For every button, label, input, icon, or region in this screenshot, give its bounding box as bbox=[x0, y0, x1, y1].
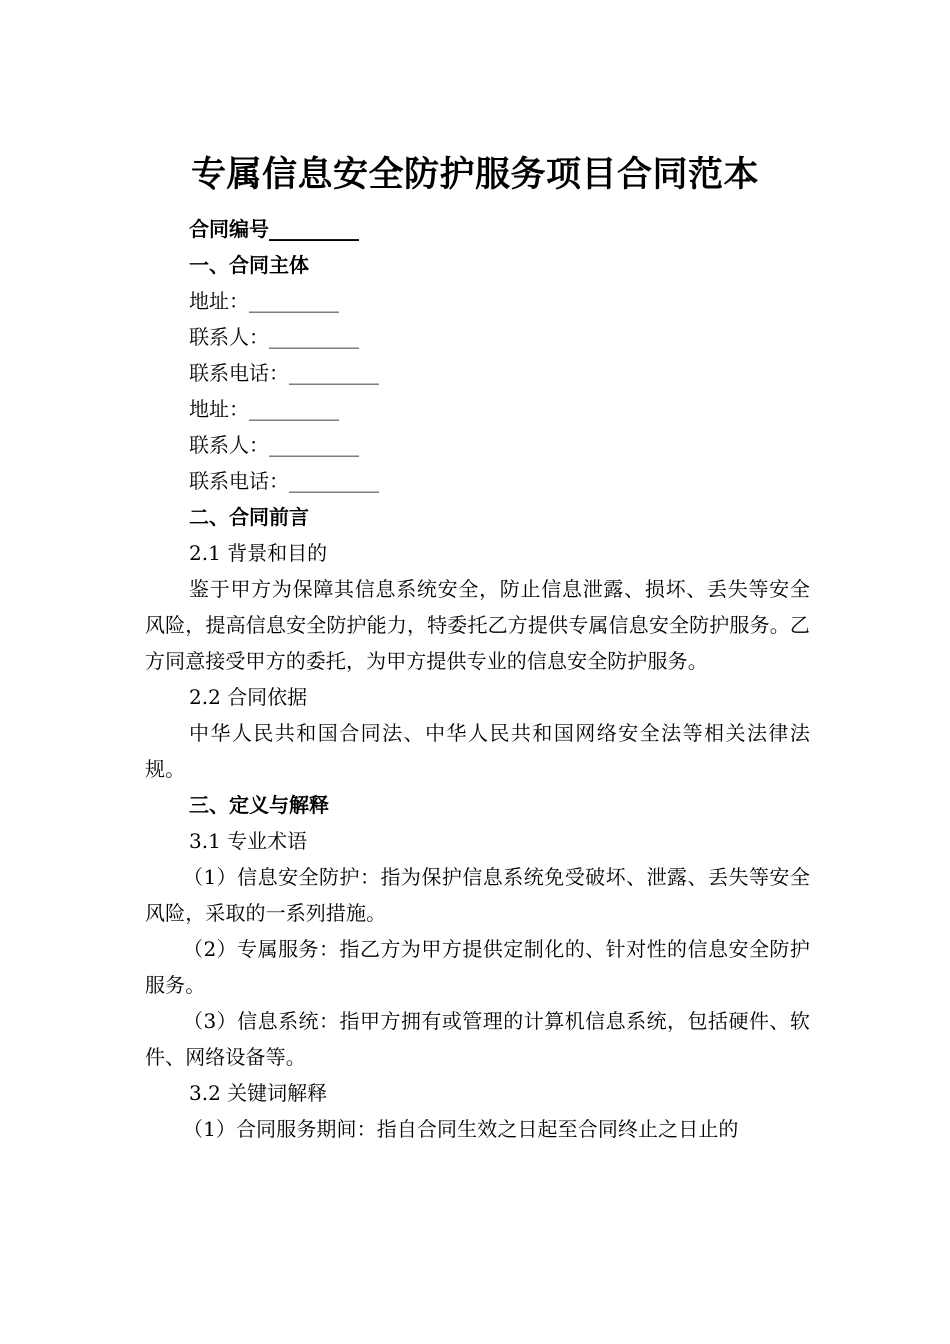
section-heading-parties: 一、合同主体 bbox=[189, 253, 309, 277]
party-b-address: 地址：_________ bbox=[189, 397, 339, 421]
party-a-phone: 联系电话：_________ bbox=[189, 361, 379, 385]
paragraph-basis: 中华人民共和国合同法、中华人民共和国网络安全法等相关法律法规。 bbox=[145, 721, 810, 781]
party-b-phone: 联系电话：_________ bbox=[189, 469, 379, 493]
party-b-contact: 联系人：_________ bbox=[189, 433, 359, 457]
keyword-item: （1）合同服务期间：指自合同生效之日起至合同终止之日止的 bbox=[183, 1117, 739, 1141]
party-a-contact: 联系人：_________ bbox=[189, 325, 359, 349]
definition-item: （2）专属服务：指乙方为甲方提供定制化的、针对性的信息安全防护服务。 bbox=[145, 937, 810, 997]
section-heading-preamble: 二、合同前言 bbox=[189, 505, 309, 529]
subsection-title-keywords: 3.2 关键词解释 bbox=[189, 1081, 328, 1105]
party-a-address: 地址：_________ bbox=[189, 289, 339, 313]
definition-item: （1）信息安全防护：指为保护信息系统免受破坏、泄露、丢失等安全风险，采取的一系列措施。 bbox=[145, 865, 810, 925]
section-heading-definitions: 三、定义与解释 bbox=[189, 793, 329, 817]
paragraph-background: 鉴于甲方为保障其信息系统安全，防止信息泄露、损坏、丢失等安全风险，提高信息安全防护能力，特委托乙方提供专属信息安全防护服务。乙方同意接受甲方的委托，为甲方提供专业的信息安全防护服务。 bbox=[145, 577, 810, 673]
subsection-title-basis: 2.2 合同依据 bbox=[189, 685, 308, 709]
document-title: 专属信息安全防护服务项目合同范本 bbox=[190, 155, 759, 195]
document-body bbox=[145, 211, 810, 1147]
contract-number: 合同编号_________ bbox=[189, 217, 359, 241]
subsection-title-background: 2.1 背景和目的 bbox=[189, 541, 328, 565]
subsection-title-terms: 3.1 专业术语 bbox=[189, 829, 308, 853]
definition-item: （3）信息系统：指甲方拥有或管理的计算机信息系统，包括硬件、软件、网络设备等。 bbox=[145, 1009, 810, 1069]
